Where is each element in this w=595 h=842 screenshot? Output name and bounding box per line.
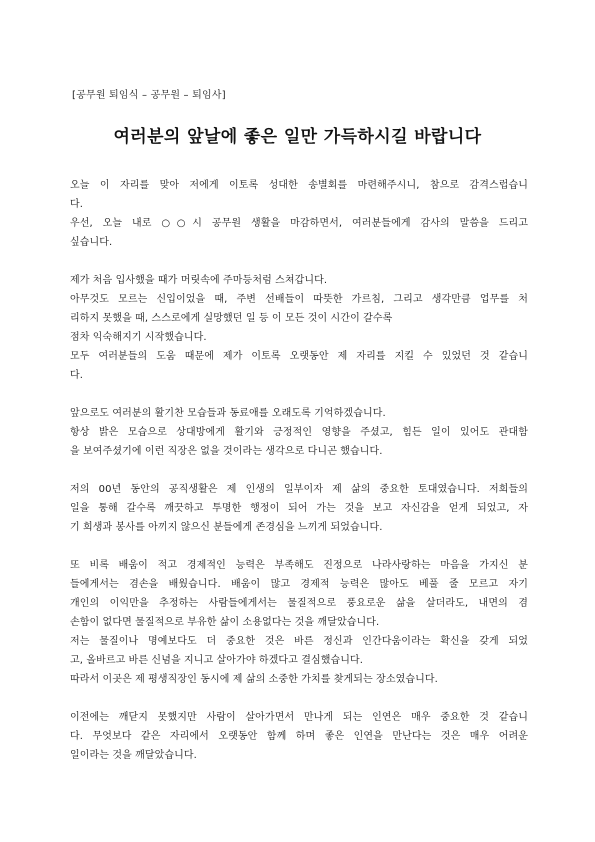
paragraph-line: 저는 물질이나 명예보다도 더 중요한 것은 바른 정신과 인간다움이라는 확신을 갖게 되었: [70, 636, 528, 647]
paragraph-line: 다. 무엇보다 같은 자리에서 오랫동안 함께 하며 좋은 인연을 만난다는 것은 매우 어려운: [70, 731, 528, 742]
paragraph-line: 또 비록 배움이 적고 경제적인 능력은 부족해도 진정으로 나라사랑하는 마음을 가지신 분: [70, 560, 528, 571]
paragraph-line: 개인의 이익만을 추정하는 사람들에게서는 물질적으로 풍요로운 삶을 살더라도, 내면의 겸: [70, 598, 528, 609]
document-category-tag: [공무원 퇴임식 – 공무원 – 퇴임사]: [72, 90, 226, 101]
paragraph: [70, 708, 528, 765]
paragraph-line: 싶습니다.: [70, 237, 113, 248]
paragraph-line: 고, 올바르고 바른 신념을 지니고 살아가야 하겠다고 결심했습니다.: [70, 655, 364, 666]
paragraph: [70, 176, 528, 252]
paragraph-line: 점차 익숙해지기 시작했습니다.: [70, 332, 207, 343]
paragraph: [70, 404, 528, 461]
paragraph-line: 제가 처음 입사했을 때가 머릿속에 주마등처럼 스쳐갑니다.: [70, 275, 328, 286]
paragraph: [70, 271, 528, 385]
paragraph-line: 들에게서는 겸손을 배웠습니다. 배움이 많고 경제적 능력은 많아도 베풀 줄 모르고 자기: [70, 579, 528, 590]
paragraph-line: 우선, 오늘 내로 ○○시 공무원 생활을 마감하면서, 여러분들에게 감사의 말씀을 드리고: [70, 218, 528, 229]
paragraph-line: 항상 밝은 모습으로 상대방에게 활기와 긍정적인 영향을 주셨고, 힘든 일이 있어도 관대함: [70, 427, 528, 438]
document-body: [70, 176, 528, 784]
paragraph: [70, 556, 528, 689]
paragraph-line: 오늘 이 자리를 맞아 저에게 이토록 성대한 송별회를 마련해주시니, 참으로 감격스럽습니: [70, 180, 528, 191]
paragraph-line: 손함이 없다면 물질적으로 부유한 삶이 소용없다는 것을 깨달았습니다.: [70, 617, 380, 628]
paragraph-line: 기 희생과 봉사를 아끼지 않으신 분들에게 존경심을 느끼게 되었습니다.: [70, 522, 383, 533]
paragraph-line: 이전에는 깨닫지 못했지만 사람이 살아가면서 만나게 되는 인연은 매우 중요한 것 같습니: [70, 712, 528, 723]
paragraph-line: 리하지 못했을 때, 스스로에게 실망했던 일 등 이 모든 것이 시간이 갈수록: [70, 313, 393, 324]
paragraph-line: 다.: [70, 199, 84, 210]
paragraph-line: 아무것도 모르는 신입이었을 때, 주변 선배들이 따뜻한 가르침, 그리고 생각만큼 업무를 처: [70, 294, 528, 305]
paragraph-line: 모두 여러분들의 도움 때문에 제가 이토록 오랫동안 제 자리를 지킬 수 있었던 것 같습니: [70, 351, 528, 362]
paragraph-line: 일을 통해 갈수록 깨끗하고 투명한 행정이 되어 가는 것을 보고 자신감을 얻게 되었고, 자: [70, 503, 528, 514]
paragraph-line: 을 보여주셨기에 이런 직장은 없을 것이라는 생각으로 다니곤 했습니다.: [70, 446, 383, 457]
paragraph-line: 저의 00년 동안의 공직생활은 제 인생의 일부이자 제 삶의 중요한 토대였습니다. 저희들의: [70, 484, 528, 495]
paragraph-line: 일이라는 것을 깨달았습니다.: [70, 750, 197, 761]
document-title: 여러분의 앞날에 좋은 일만 가득하시길 바랍니다: [113, 127, 482, 147]
paragraph: [70, 480, 528, 537]
paragraph-line: 앞으로도 여러분의 활기찬 모습들과 동료애를 오래도록 기억하겠습니다.: [70, 408, 386, 419]
paragraph-line: 다.: [70, 370, 84, 381]
paragraph-line: 따라서 이곳은 제 평생직장인 동시에 제 삶의 소중한 가치를 찾게되는 장소였습니다.: [70, 674, 438, 685]
